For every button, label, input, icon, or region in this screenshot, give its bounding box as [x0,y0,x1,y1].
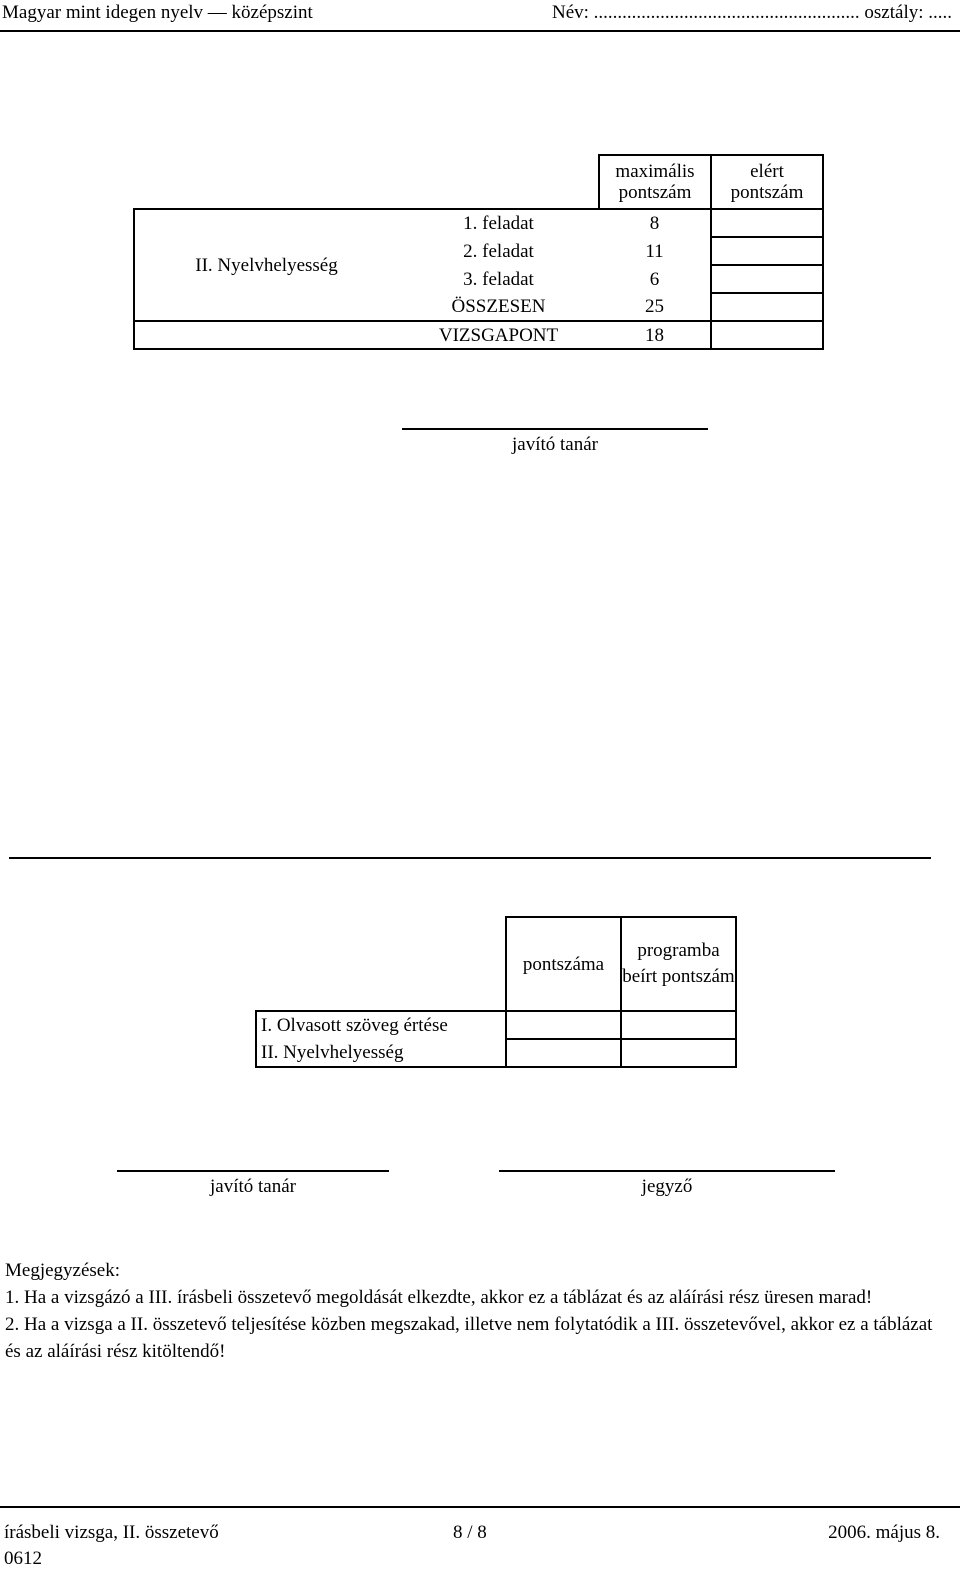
notes [5,1257,950,1365]
footer-code: 0612 [4,1548,42,1569]
exam-points-cell[interactable] [711,321,823,349]
summary-points-cell[interactable] [506,1039,621,1067]
summary-program-cell[interactable] [621,1011,736,1039]
col-max-header: maximális pontszám [599,155,711,209]
signature-label: javító tanár [512,434,598,455]
task-max: 11 [645,240,664,262]
header-name-class: Név: ........................................................ osztály: ..... [551,2,952,23]
note-item: 1. Ha a vizsgázó a III. írásbeli összetevő megoldását elkezdte, akkor ez a táblázat és az aláírási rész üresen marad! [5,1287,873,1308]
total-max: 25 [599,293,711,321]
col-program-header: programba beírt pontszám [621,917,736,1011]
task-max: 8 [599,209,711,237]
header-subject: Magyar mint idegen nyelv — középszint [2,2,313,23]
signature-line[interactable] [117,1170,389,1172]
task-label: 2. feladat [463,240,534,262]
task-score-cell[interactable] [711,265,823,293]
signature-line[interactable] [499,1170,835,1172]
exam-points-label: VIZSGAPONT [398,321,599,349]
signature-label: javító tanár [210,1176,296,1197]
task-max: 6 [649,268,660,290]
signature-label: jegyző [641,1176,693,1197]
footer-exam: írásbeli vizsga, II. összetevő [4,1522,219,1543]
page-footer [0,1506,960,1569]
page-header [0,0,960,32]
note-item: 2. Ha a vizsga a II. összetevő teljesítése közben megszakad, illetve nem folytatódik a III. összetevővel, akkor ez a táblázat és az aláírási rész kitöltendő! [5,1314,933,1362]
total-label: ÖSSZESEN [398,293,599,321]
footer-page: 8 / 8 [453,1522,487,1543]
task-score-cell[interactable] [711,209,823,237]
task-label: 1. feladat [398,209,599,237]
summary-points-cell[interactable] [506,1011,621,1039]
summary-table [255,916,737,1068]
score-table [133,154,824,350]
task-label: 3. feladat [463,268,534,290]
summary-row-label: I. Olvasott szöveg értése [256,1011,506,1039]
exam-points-max: 18 [599,321,711,349]
section-name: II. Nyelvhelyesség [134,209,398,321]
section-divider [9,857,931,859]
notes-title: Megjegyzések: [5,1260,121,1281]
signature-line[interactable] [402,428,708,430]
col-got-header: elért pontszám [711,155,823,209]
footer-date: 2006. május 8. [828,1522,940,1543]
task-score-cell[interactable] [711,237,823,265]
summary-row-label: II. Nyelvhelyesség [256,1039,506,1067]
col-points-header: pontszáma [506,917,621,1011]
total-score-cell[interactable] [711,293,823,321]
summary-program-cell[interactable] [621,1039,736,1067]
